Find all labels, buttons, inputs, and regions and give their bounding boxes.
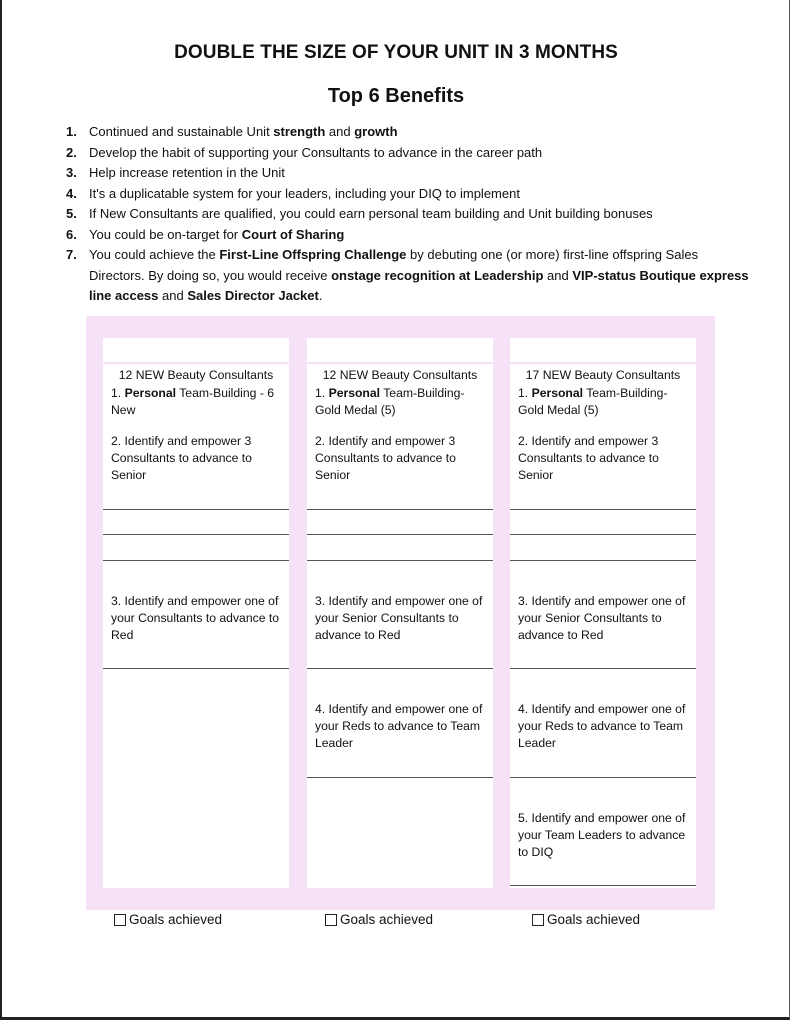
benefit-emphasis: strength (273, 124, 326, 139)
step-1: 1. Personal Team-Building - 6 New (111, 386, 275, 417)
benefit-number: 3. (66, 165, 77, 180)
divider (510, 777, 696, 778)
divider (510, 668, 696, 669)
benefit-emphasis: onstage recognition at Leadership (331, 267, 544, 283)
benefit-item (62, 184, 752, 205)
benefit-text: You could achieve the (89, 247, 220, 262)
divider (510, 560, 696, 561)
step-3: 3. Identify and empower one of your Consultants to advance to Red (111, 594, 280, 642)
benefit-text: and (158, 288, 188, 303)
divider (103, 509, 289, 510)
divider (307, 509, 493, 510)
benefit-item (62, 245, 752, 307)
benefit-number: 2. (66, 144, 77, 160)
benefit-text: . (318, 288, 323, 303)
benefit-text: and (543, 267, 573, 283)
plan-column-3 (510, 338, 696, 888)
divider (307, 560, 493, 561)
benefit-item (62, 225, 752, 246)
column-header: 12 NEW Beauty Consultants (118, 368, 274, 382)
benefit-text: and (325, 124, 355, 139)
benefit-text: You could be on-target for (89, 226, 242, 242)
goals-achieved-checkbox-3[interactable] (532, 912, 640, 927)
checkbox-icon[interactable] (532, 914, 544, 926)
page-subtitle: Top 6 Benefits (327, 85, 465, 107)
benefit-text: Continued and sustainable Unit (89, 124, 274, 139)
benefit-emphasis: First-Line Offspring Challenge (219, 247, 407, 262)
step-3: 3. Identify and empower one of your Senior Consultants to advance to Red (518, 594, 686, 642)
checkbox-icon[interactable] (325, 914, 337, 926)
column-top-blank (103, 338, 289, 364)
benefit-emphasis: Sales Director Jacket (187, 288, 319, 303)
benefit-emphasis: VIP-status Boutique express line access (89, 267, 749, 303)
benefit-text: Develop the habit of supporting your Consultants to advance in the career path (89, 144, 543, 160)
divider (103, 534, 289, 535)
step-1: 1. Personal Team-Building-Gold Medal (5) (518, 386, 668, 417)
goals-achieved-label: Goals achieved (547, 912, 641, 927)
goals-achieved-label: Goals achieved (129, 912, 223, 927)
benefit-text: by debuting one (or more) first-line offspring Sales Directors. By doing so, you would receive (89, 247, 699, 283)
step-4: 4. Identify and empower one of your Reds to advance to Team Leader (518, 702, 686, 750)
step-2: 2. Identify and empower 3 Consultants to advance to Senior (518, 434, 659, 482)
benefit-number: 1. (66, 124, 77, 139)
step-2: 2. Identify and empower 3 Consultants to advance to Senior (315, 434, 456, 482)
benefit-text: If New Consultants are qualified, you could earn personal team building and Unit building bonuses (89, 206, 653, 221)
column-header: 17 NEW Beauty Consultants (525, 368, 681, 382)
divider (510, 885, 696, 886)
benefit-item (62, 163, 752, 184)
divider (307, 777, 493, 778)
benefit-item (62, 122, 752, 143)
benefit-number: 6. (66, 226, 77, 242)
benefit-item (62, 143, 752, 164)
step-2: 2. Identify and empower 3 Consultants to advance to Senior (111, 434, 252, 482)
plan-column-1 (103, 338, 289, 888)
column-header: 12 NEW Beauty Consultants (322, 368, 478, 382)
benefits-list (62, 122, 752, 307)
goals-achieved-checkbox-2[interactable] (325, 912, 433, 927)
page-title: DOUBLE THE SIZE OF YOUR UNIT IN 3 MONTHS (174, 42, 618, 63)
benefit-number: 5. (66, 206, 77, 221)
goals-achieved-checkbox-1[interactable] (114, 912, 222, 927)
column-top-blank (510, 338, 696, 364)
goals-achieved-label: Goals achieved (340, 912, 434, 927)
step-4: 4. Identify and empower one of your Reds to advance to Team Leader (315, 702, 483, 750)
divider (510, 534, 696, 535)
divider (307, 668, 493, 669)
divider (103, 668, 289, 669)
step-5: 5. Identify and empower one of your Team Leaders to advance to DIQ (518, 811, 686, 859)
benefit-text: Help increase retention in the Unit (89, 165, 285, 180)
benefit-number: 7. (66, 247, 77, 262)
divider (307, 534, 493, 535)
benefit-emphasis: growth (354, 124, 398, 139)
benefit-emphasis: Court of Sharing (241, 226, 345, 242)
plan-column-2 (307, 338, 493, 888)
benefit-number: 4. (66, 185, 77, 201)
benefit-item (62, 204, 752, 225)
benefit-text: It's a duplicatable system for your leaders, including your DIQ to implement (89, 185, 520, 201)
checkbox-icon[interactable] (114, 914, 126, 926)
step-1: 1. Personal Team-Building-Gold Medal (5) (315, 386, 465, 417)
divider (510, 509, 696, 510)
column-top-blank (307, 338, 493, 364)
step-3: 3. Identify and empower one of your Senior Consultants to advance to Red (315, 594, 483, 642)
divider (103, 560, 289, 561)
